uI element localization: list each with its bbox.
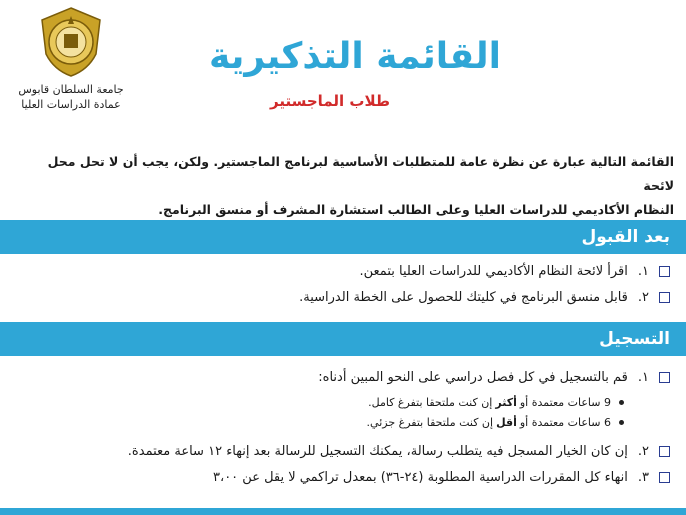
intro-line-1: القائمة التالية عبارة عن نظرة عامة للمتطلبات الأساسية لبرنامج الماجستير. ولكن، يجب أن لا تحل محل لائحة <box>47 154 674 193</box>
sub-item-suffix: إن كنت ملتحقا بتفرغ كامل. <box>368 395 493 409</box>
registration-sub-list <box>64 392 624 432</box>
checkbox[interactable] <box>659 446 670 457</box>
admission-checklist <box>10 258 670 310</box>
checkbox[interactable] <box>659 292 670 303</box>
item-number: ٢. <box>637 443 649 459</box>
sub-item-suffix: إن كنت ملتحقا بتفرغ جزئي. <box>366 415 494 429</box>
page-title: القائمة التذكيرية <box>208 36 502 77</box>
sub-item-emphasis: أكثر <box>495 395 517 409</box>
sub-item-prefix: 9 ساعات معتمدة أو <box>519 395 611 409</box>
item-number: ١. <box>637 369 649 385</box>
sub-item-prefix: 6 ساعات معتمدة أو <box>519 415 611 429</box>
item-number: ٢. <box>637 289 649 305</box>
item-text: قم بالتسجيل في كل فصل دراسي على النحو المبين أدناه: <box>318 369 628 385</box>
section-header-admission <box>0 220 686 254</box>
checklist-item <box>10 464 670 490</box>
checklist-item <box>10 438 670 464</box>
page-subtitle: طلاب الماجستير <box>270 92 390 110</box>
registration-checklist-continued <box>10 438 670 490</box>
item-number: ١. <box>637 263 649 279</box>
checkbox[interactable] <box>659 266 670 277</box>
university-seal-icon <box>38 6 104 78</box>
checklist-item <box>10 364 670 390</box>
section-heading-registration: التسجيل <box>599 329 670 349</box>
university-name: جامعة السلطان قابوس <box>18 83 124 96</box>
bullet-icon <box>619 400 624 405</box>
intro-line-2: النظام الأكاديمي للدراسات العليا وعلى الطالب استشارة المشرف أو منسق البرنامج. <box>158 202 674 217</box>
checkbox[interactable] <box>659 372 670 383</box>
section-header-next <box>0 508 686 515</box>
checklist-item <box>10 284 670 310</box>
item-text: انهاء كل المقررات الدراسية المطلوبة (٢٤-٣٦) بمعدل تراكمي لا يقل عن ٣،٠٠ <box>213 469 628 485</box>
checklist-item <box>10 258 670 284</box>
deanship-name: عمادة الدراسات العليا <box>21 98 121 111</box>
bullet-icon <box>619 420 624 425</box>
intro-paragraph <box>14 150 674 222</box>
sub-item-emphasis: أقل <box>496 415 517 429</box>
university-logo-block <box>6 6 136 112</box>
section-heading-admission: بعد القبول <box>581 227 670 247</box>
registration-checklist <box>10 364 670 390</box>
item-text: قابل منسق البرنامج في كليتك للحصول على الخطة الدراسية. <box>299 289 628 305</box>
item-text: إن كان الخيار المسجل فيه يتطلب رسالة، يمكنك التسجيل للرسالة بعد إنهاء ١٢ ساعة معتمدة. <box>127 443 628 459</box>
item-text: اقرأ لائحة النظام الأكاديمي للدراسات العليا بتمعن. <box>359 263 628 279</box>
sub-list-item <box>64 392 624 412</box>
checkbox[interactable] <box>659 472 670 483</box>
sub-list-item <box>64 412 624 432</box>
section-header-registration <box>0 322 686 356</box>
item-number: ٣. <box>637 469 649 485</box>
